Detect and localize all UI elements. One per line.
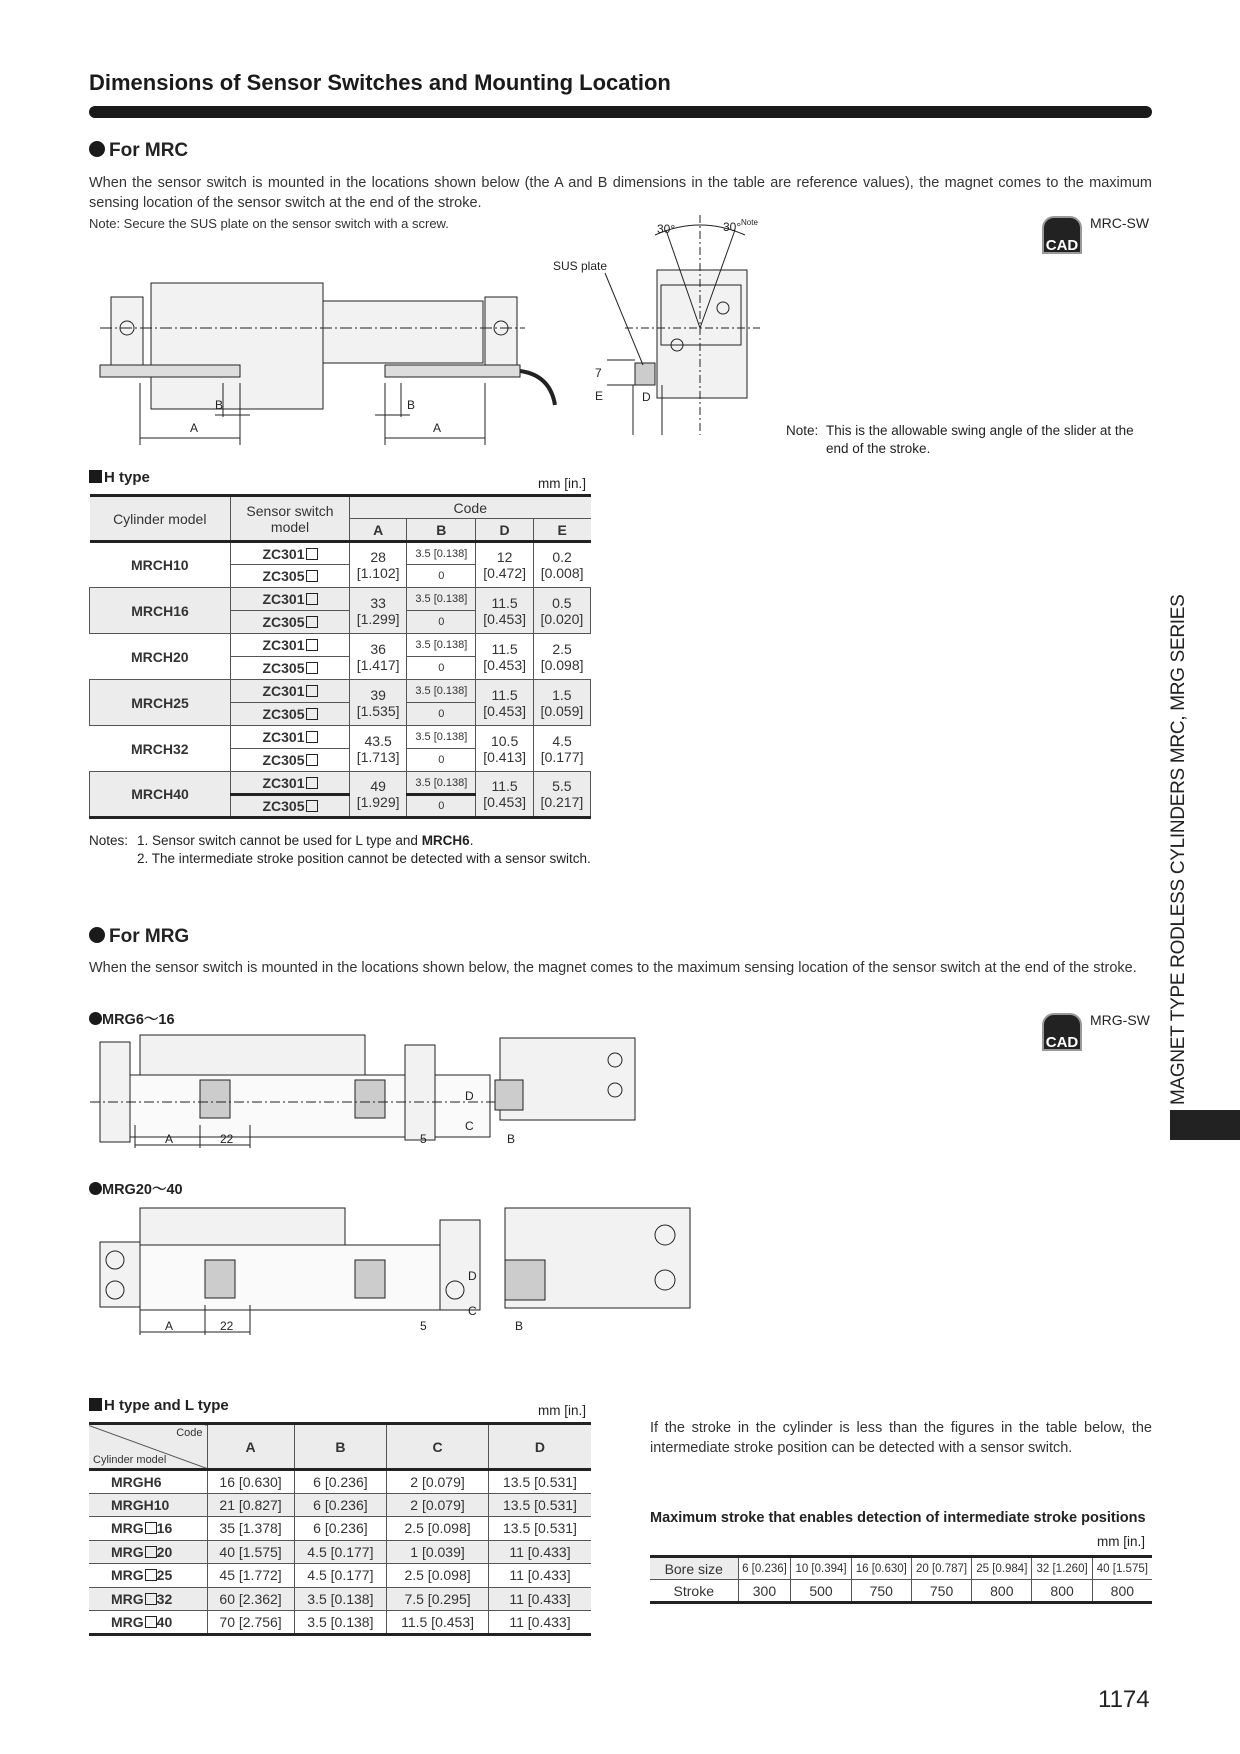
placeholder-box-icon [306, 800, 318, 812]
value-d: 13.5 [0.531] [488, 1493, 591, 1517]
dim-b: B [507, 1132, 516, 1146]
dim-22: 22 [220, 1132, 234, 1146]
mrc-paragraph: When the sensor switch is mounted in the locations shown below (the A and B dimensions in the table are reference values), the magnet comes to the maximum sensing location of the sensor switch at the end of the stroke. [89, 175, 1152, 211]
value-e: 0.2 [0.008] [533, 542, 590, 588]
placeholder-box-icon [306, 754, 318, 766]
stroke-unit: mm [in.] [1097, 1534, 1146, 1549]
slider-body [151, 283, 323, 409]
mrg6-16-diagram [85, 1030, 645, 1155]
heading-text: For MRC [109, 140, 189, 161]
value-b: 0 [407, 795, 476, 818]
mrc-notes [89, 832, 599, 868]
table-row [90, 588, 591, 611]
section-heading-mrg [89, 926, 189, 948]
value-a: 70 [2.756] [207, 1611, 294, 1635]
angle-left: 30° [657, 222, 676, 236]
mrg-unit: mm [in.] [538, 1403, 587, 1418]
cylinder-model: MRCH10 [90, 542, 231, 588]
value-b: 3.5 [0.138] [407, 726, 476, 749]
dim-d: D [642, 390, 651, 404]
placeholder-box-icon [145, 1593, 157, 1605]
dim-d: D [465, 1089, 474, 1103]
value-a: 28 [1.102] [350, 542, 407, 588]
value-b: 6 [0.236] [294, 1470, 387, 1494]
mrg-dimension-table [89, 1422, 591, 1636]
value-e: 5.5 [0.217] [533, 772, 590, 818]
cylinder-model: MRGH10 [89, 1493, 207, 1517]
table-row [90, 726, 591, 749]
value-c: 2.5 [0.098] [387, 1517, 489, 1541]
mrc-dimension-table [89, 494, 591, 819]
table-row [90, 542, 591, 565]
value-d: 11 [0.433] [488, 1564, 591, 1588]
sensor-model: ZC305 [231, 795, 350, 818]
cad-icon[interactable]: CAD [1042, 1013, 1082, 1051]
mrg20-40-diagram [85, 1200, 705, 1340]
header-b: B [294, 1424, 387, 1470]
header-code: Code [350, 496, 591, 519]
value-d: 12 [0.472] [476, 542, 533, 588]
title-rule [89, 106, 1152, 118]
value-e: 0.5 [0.020] [533, 588, 590, 634]
dim-a-right: A [433, 421, 442, 435]
cylinder-model: MRCH25 [90, 680, 231, 726]
fig-label-2: MRG20～40 [89, 1178, 183, 1199]
stroke-cell: 750 [851, 1580, 911, 1603]
value-b: 3.5 [0.138] [407, 772, 476, 795]
value-d: 11 [0.433] [488, 1611, 591, 1635]
dim-5: 5 [420, 1319, 427, 1333]
header-b: B [407, 519, 476, 542]
sensor-model: ZC305 [231, 657, 350, 680]
cylinder-model: MRCH32 [90, 726, 231, 772]
value-c: 11.5 [0.453] [387, 1611, 489, 1635]
value-d: 11.5 [0.453] [476, 634, 533, 680]
value-a: 45 [1.772] [207, 1564, 294, 1588]
value-d: 11.5 [0.453] [476, 680, 533, 726]
section-heading-mrc [89, 140, 188, 162]
value-a: 33 [1.299] [350, 588, 407, 634]
note-text: This is the allowable swing angle of the slider at the end of the stroke. [826, 423, 1134, 456]
stroke-paragraph: If the stroke in the cylinder is less than the figures in the table below, the intermediate stroke position can be detected with a sensor switch. [650, 1420, 1152, 1456]
value-b: 6 [0.236] [294, 1493, 387, 1517]
value-e: 4.5 [0.177] [533, 726, 590, 772]
table-row [89, 1611, 591, 1635]
placeholder-box-icon [306, 708, 318, 720]
table-row [89, 1493, 591, 1517]
sensor-model: ZC305 [231, 749, 350, 772]
value-b: 4.5 [0.177] [294, 1564, 387, 1588]
value-b: 3.5 [0.138] [294, 1611, 387, 1635]
bore-size-cell: 25 [0.984] [972, 1557, 1032, 1580]
sensor-model: ZC301 [231, 634, 350, 657]
cylinder-model: MRG 40 [89, 1611, 207, 1635]
value-e: 1.5 [0.059] [533, 680, 590, 726]
bore-size-label: Bore size [650, 1557, 738, 1580]
bore-size-cell: 40 [1.575] [1092, 1557, 1152, 1580]
bullet-icon [89, 927, 105, 943]
table-row [90, 772, 591, 795]
mrc-unit: mm [in.] [538, 476, 587, 491]
sus-plate [635, 363, 655, 385]
placeholder-box-icon [145, 1569, 157, 1581]
value-b: 3.5 [0.138] [407, 588, 476, 611]
dim-7: 7 [595, 366, 602, 380]
sensor-model: ZC301 [231, 542, 350, 565]
placeholder-box-icon [145, 1616, 157, 1628]
stroke-table [650, 1555, 1152, 1604]
swing-note [786, 422, 1156, 458]
header-a: A [350, 519, 407, 542]
note-prefix: Note: [786, 423, 819, 438]
note-2: 2. The intermediate stroke position cannot be detected with a sensor switch. [137, 851, 591, 866]
value-c: 2 [0.079] [387, 1493, 489, 1517]
stroke-cell: 800 [1032, 1580, 1092, 1603]
value-b: 0 [407, 565, 476, 588]
value-a: 39 [1.535] [350, 680, 407, 726]
dim-a: A [165, 1132, 174, 1146]
placeholder-box-icon [306, 639, 318, 651]
cylinder-model: MRG 32 [89, 1587, 207, 1611]
mrc-table-title [89, 469, 150, 486]
fig-label-1: MRG6～16 [89, 1008, 175, 1029]
note-1: 1. Sensor switch cannot be used for L type and MRCH6. [137, 833, 474, 848]
value-d: 11 [0.433] [488, 1587, 591, 1611]
stroke-cell: 300 [738, 1580, 791, 1603]
placeholder-box-icon [145, 1546, 157, 1558]
placeholder-box-icon [306, 685, 318, 697]
table-row [90, 634, 591, 657]
sensor-model: ZC305 [231, 703, 350, 726]
angle-note: Note [741, 218, 758, 227]
dim-5: 5 [420, 1132, 427, 1146]
value-d: 13.5 [0.531] [488, 1470, 591, 1494]
value-e: 2.5 [0.098] [533, 634, 590, 680]
stroke-cell: 800 [972, 1580, 1032, 1603]
stroke-title: Maximum stroke that enables detection of intermediate stroke positions [650, 1510, 1146, 1526]
dim-b-left: B [215, 398, 224, 412]
side-tab-marker [1170, 1110, 1240, 1140]
sensor-right [385, 365, 520, 377]
header-sensor: Sensor switch model [231, 496, 350, 542]
cad-label-mrg[interactable]: MRG-SW [1090, 1012, 1150, 1028]
sensor-model: ZC301 [231, 588, 350, 611]
header-code: Code [176, 1427, 203, 1439]
dim-c: C [468, 1304, 477, 1318]
cylinder-model: MRG 16 [89, 1517, 207, 1541]
value-a: 43.5 [1.713] [350, 726, 407, 772]
dim-c: C [465, 1119, 474, 1133]
header-cylinder: Cylinder model [90, 496, 231, 542]
table-row [89, 1470, 591, 1494]
value-c: 7.5 [0.295] [387, 1587, 489, 1611]
value-c: 2.5 [0.098] [387, 1564, 489, 1588]
mrc-diagram [95, 205, 795, 445]
placeholder-box-icon [306, 570, 318, 582]
value-a: 35 [1.378] [207, 1517, 294, 1541]
stroke-cell: 800 [1092, 1580, 1152, 1603]
value-b: 3.5 [0.138] [294, 1587, 387, 1611]
side-tab-label: MAGNET TYPE RODLESS CYLINDERS MRC, MRG SERIES [1168, 594, 1189, 1105]
table-row [89, 1564, 591, 1588]
sensor-model: ZC305 [231, 611, 350, 634]
dim-a: A [165, 1319, 174, 1333]
value-b: 0 [407, 703, 476, 726]
table-row [89, 1540, 591, 1564]
cylinder-tube [323, 301, 483, 363]
header-cylinder: Cylinder model [93, 1454, 167, 1466]
title-text: H type [104, 469, 150, 486]
page-title: Dimensions of Sensor Switches and Mounting Location [89, 70, 671, 95]
sensor-model: ZC301 [231, 680, 350, 703]
value-b: 3.5 [0.138] [407, 542, 476, 565]
placeholder-box-icon [306, 548, 318, 560]
dim-22: 22 [220, 1319, 234, 1333]
header-c: C [387, 1424, 489, 1470]
sensor-left [100, 365, 240, 377]
placeholder-box-icon [306, 777, 318, 789]
sensor-model: ZC305 [231, 565, 350, 588]
value-b: 3.5 [0.138] [407, 680, 476, 703]
cylinder-model: MRGH6 [89, 1470, 207, 1494]
value-d: 11.5 [0.453] [476, 588, 533, 634]
mrg-paragraph: When the sensor switch is mounted in the locations shown below, the magnet comes to the maximum sensing location of the sensor switch at the end of the stroke. [89, 960, 1137, 976]
header-d: D [476, 519, 533, 542]
table-row [89, 1517, 591, 1541]
cylinder-model: MRCH20 [90, 634, 231, 680]
dim-d: D [468, 1269, 477, 1283]
dim-b-right: B [407, 398, 416, 412]
heading-text: For MRG [109, 926, 190, 947]
placeholder-box-icon [306, 731, 318, 743]
page-number: 1174 [1098, 1686, 1150, 1713]
stroke-cell: 750 [911, 1580, 971, 1603]
angle-right: 30° [723, 220, 742, 234]
header-e: E [533, 519, 590, 542]
value-c: 2 [0.079] [387, 1470, 489, 1494]
stroke-cell: 500 [791, 1580, 851, 1603]
value-b: 0 [407, 749, 476, 772]
dim-e: E [595, 389, 604, 403]
value-d: 10.5 [0.413] [476, 726, 533, 772]
value-d: 11 [0.433] [488, 1540, 591, 1564]
value-b: 0 [407, 657, 476, 680]
mrc-note: Note: Secure the SUS plate on the sensor switch with a screw. [89, 216, 449, 231]
value-b: 3.5 [0.138] [407, 634, 476, 657]
value-a: 40 [1.575] [207, 1540, 294, 1564]
sensor-model: ZC301 [231, 772, 350, 795]
placeholder-box-icon [306, 593, 318, 605]
table-row [90, 680, 591, 703]
value-a: 36 [1.417] [350, 634, 407, 680]
value-a: 16 [0.630] [207, 1470, 294, 1494]
bore-size-cell: 20 [0.787] [911, 1557, 971, 1580]
cad-icon[interactable]: CAD [1042, 216, 1082, 254]
value-a: 60 [2.362] [207, 1587, 294, 1611]
header-d: D [488, 1424, 591, 1470]
value-c: 1 [0.039] [387, 1540, 489, 1564]
bullet-icon [89, 141, 105, 157]
header-a: A [207, 1424, 294, 1470]
mrg-table-title [89, 1397, 229, 1414]
dim-a-left: A [190, 421, 199, 435]
notes-label: Notes: [89, 833, 129, 848]
stroke-label: Stroke [650, 1580, 738, 1603]
placeholder-box-icon [306, 662, 318, 674]
bore-size-cell: 6 [0.236] [738, 1557, 791, 1580]
value-b: 0 [407, 611, 476, 634]
cylinder-model: MRG 25 [89, 1564, 207, 1588]
value-b: 6 [0.236] [294, 1517, 387, 1541]
sensor-model: ZC301 [231, 726, 350, 749]
value-b: 4.5 [0.177] [294, 1540, 387, 1564]
dim-b: B [515, 1319, 524, 1333]
table-row [89, 1587, 591, 1611]
bore-size-cell: 32 [1.260] [1032, 1557, 1092, 1580]
placeholder-box-icon [306, 616, 318, 628]
cylinder-model: MRCH16 [90, 588, 231, 634]
cylinder-model: MRCH40 [90, 772, 231, 818]
end-view-body [657, 270, 747, 398]
header-diagonal [89, 1424, 207, 1470]
sus-plate-label: SUS plate [553, 259, 608, 273]
value-a: 49 [1.929] [350, 772, 407, 818]
cylinder-model: MRG 20 [89, 1540, 207, 1564]
value-a: 21 [0.827] [207, 1493, 294, 1517]
value-d: 13.5 [0.531] [488, 1517, 591, 1541]
bore-size-cell: 16 [0.630] [851, 1557, 911, 1580]
bore-size-cell: 10 [0.394] [791, 1557, 851, 1580]
value-d: 11.5 [0.453] [476, 772, 533, 818]
placeholder-box-icon [145, 1522, 157, 1534]
title-text: H type and L type [104, 1397, 229, 1414]
cad-label-mrc[interactable]: MRC-SW [1090, 215, 1150, 231]
